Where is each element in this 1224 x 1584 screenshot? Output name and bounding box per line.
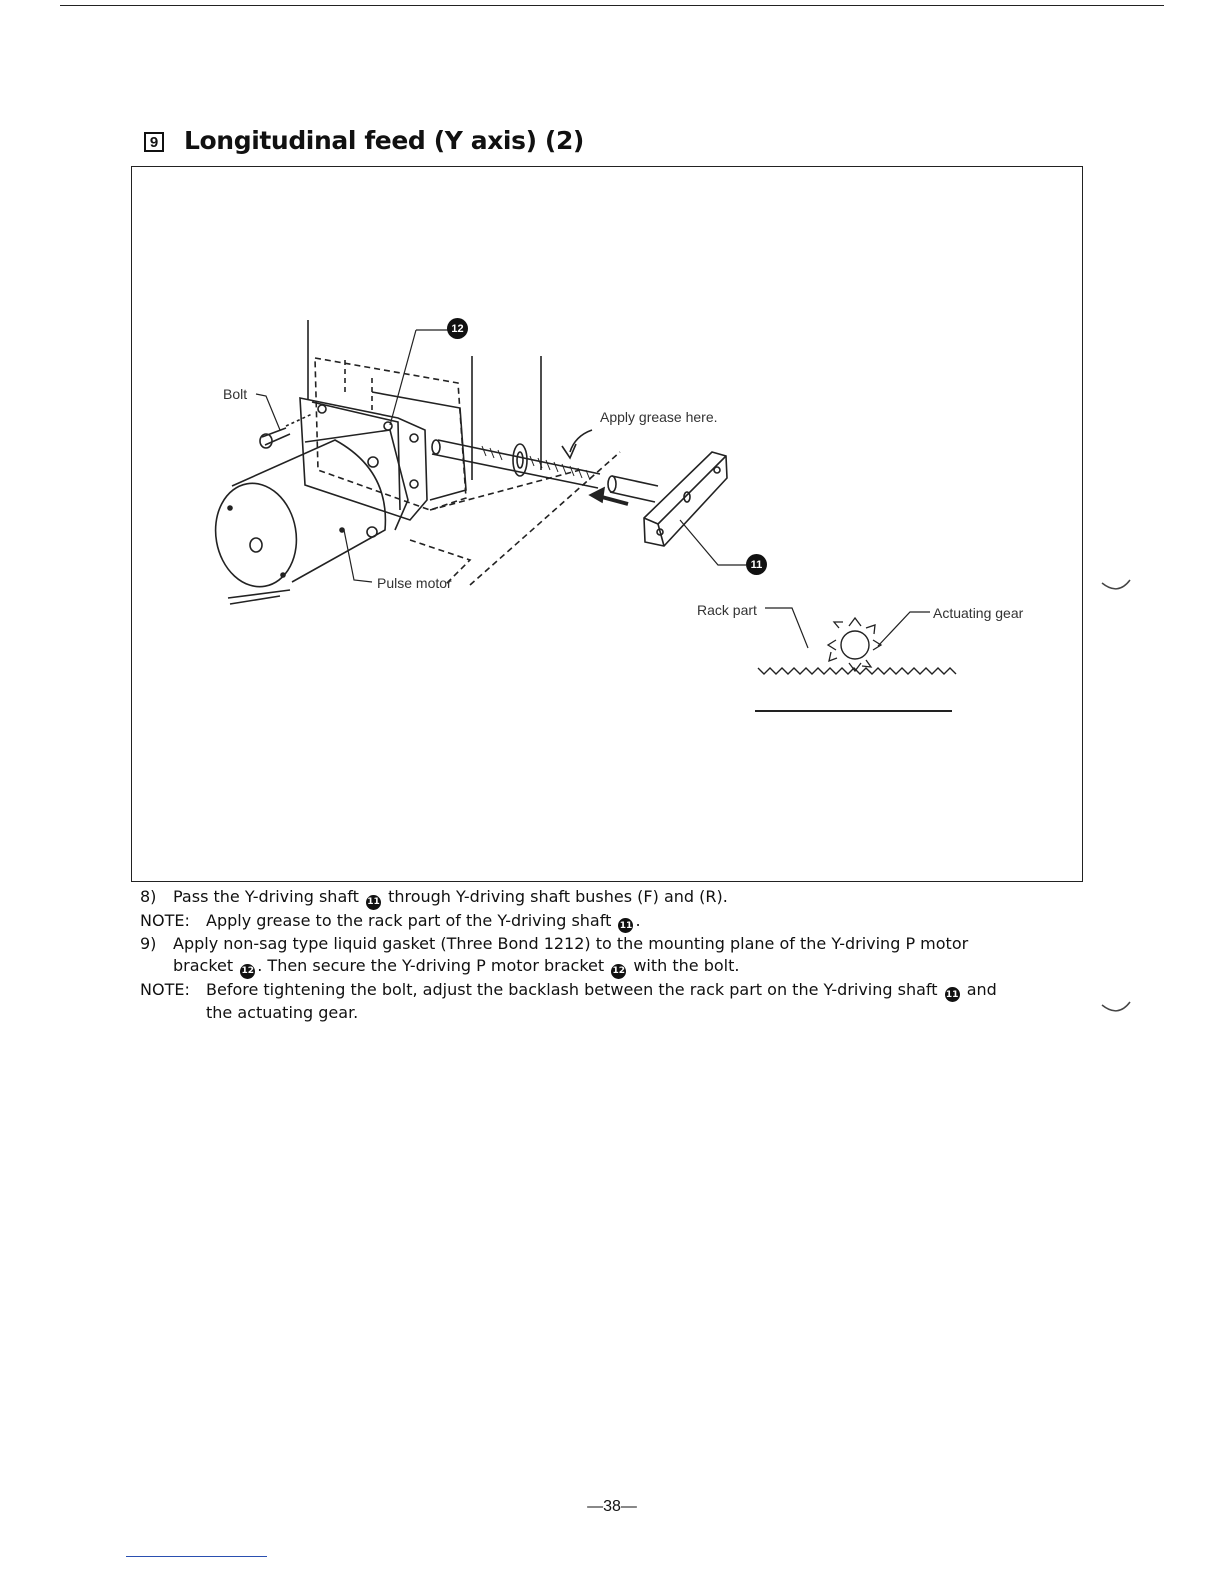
pulse-motor-body (232, 440, 385, 582)
shaft-bush (513, 444, 527, 476)
step-9-continued: bracket 12 . Then secure the Y-driving P motor bracket 12 with the bolt. (140, 955, 1070, 979)
actuating-gear (841, 631, 869, 659)
step-8: 8) Pass the Y-driving shaft 11 through Y-driving shaft bushes (F) and (R). (140, 886, 1070, 910)
motor-cable (228, 590, 290, 604)
bottom-link-rule (126, 1556, 267, 1557)
binding-mark (1100, 578, 1134, 598)
pulse-motor-face (208, 477, 305, 593)
rack-part-label: Rack part (697, 602, 757, 618)
page-number: —38— (587, 1498, 637, 1515)
note-2-continued: the actuating gear. (206, 1003, 359, 1022)
note-1: NOTE: Apply grease to the rack part of the Y-driving shaft 11 . (140, 910, 1070, 934)
binding-mark (1100, 1000, 1134, 1020)
ref-shaft-11: 11 (366, 895, 381, 910)
callout-bracket-12: 12 (447, 318, 468, 339)
step-9: 9) Apply non-sag type liquid gasket (Three Bond 1212) to the mounting plane of the Y-driving P motor (140, 934, 969, 953)
apply-grease-label: Apply grease here. (600, 409, 718, 425)
actuating-gear-label: Actuating gear (933, 605, 1024, 621)
pulse-motor-label: Pulse motor (377, 575, 452, 591)
callout-shaft-11: 11 (746, 554, 767, 575)
bolt-label: Bolt (223, 386, 248, 402)
bolt (262, 428, 290, 445)
ref-shaft-11: 11 (945, 987, 960, 1002)
ref-shaft-11: 11 (618, 918, 633, 933)
note-2: NOTE: Before tightening the bolt, adjust the backlash between the rack part on the Y-driving shaft 11 and (140, 979, 1070, 1003)
instructions (140, 886, 1070, 1024)
section-number-badge: 9 (144, 132, 164, 152)
ref-bracket-12: 12 (611, 964, 626, 979)
ref-bracket-12: 12 (240, 964, 255, 979)
section-title: Longitudinal feed (Y axis) (2) (184, 126, 584, 155)
